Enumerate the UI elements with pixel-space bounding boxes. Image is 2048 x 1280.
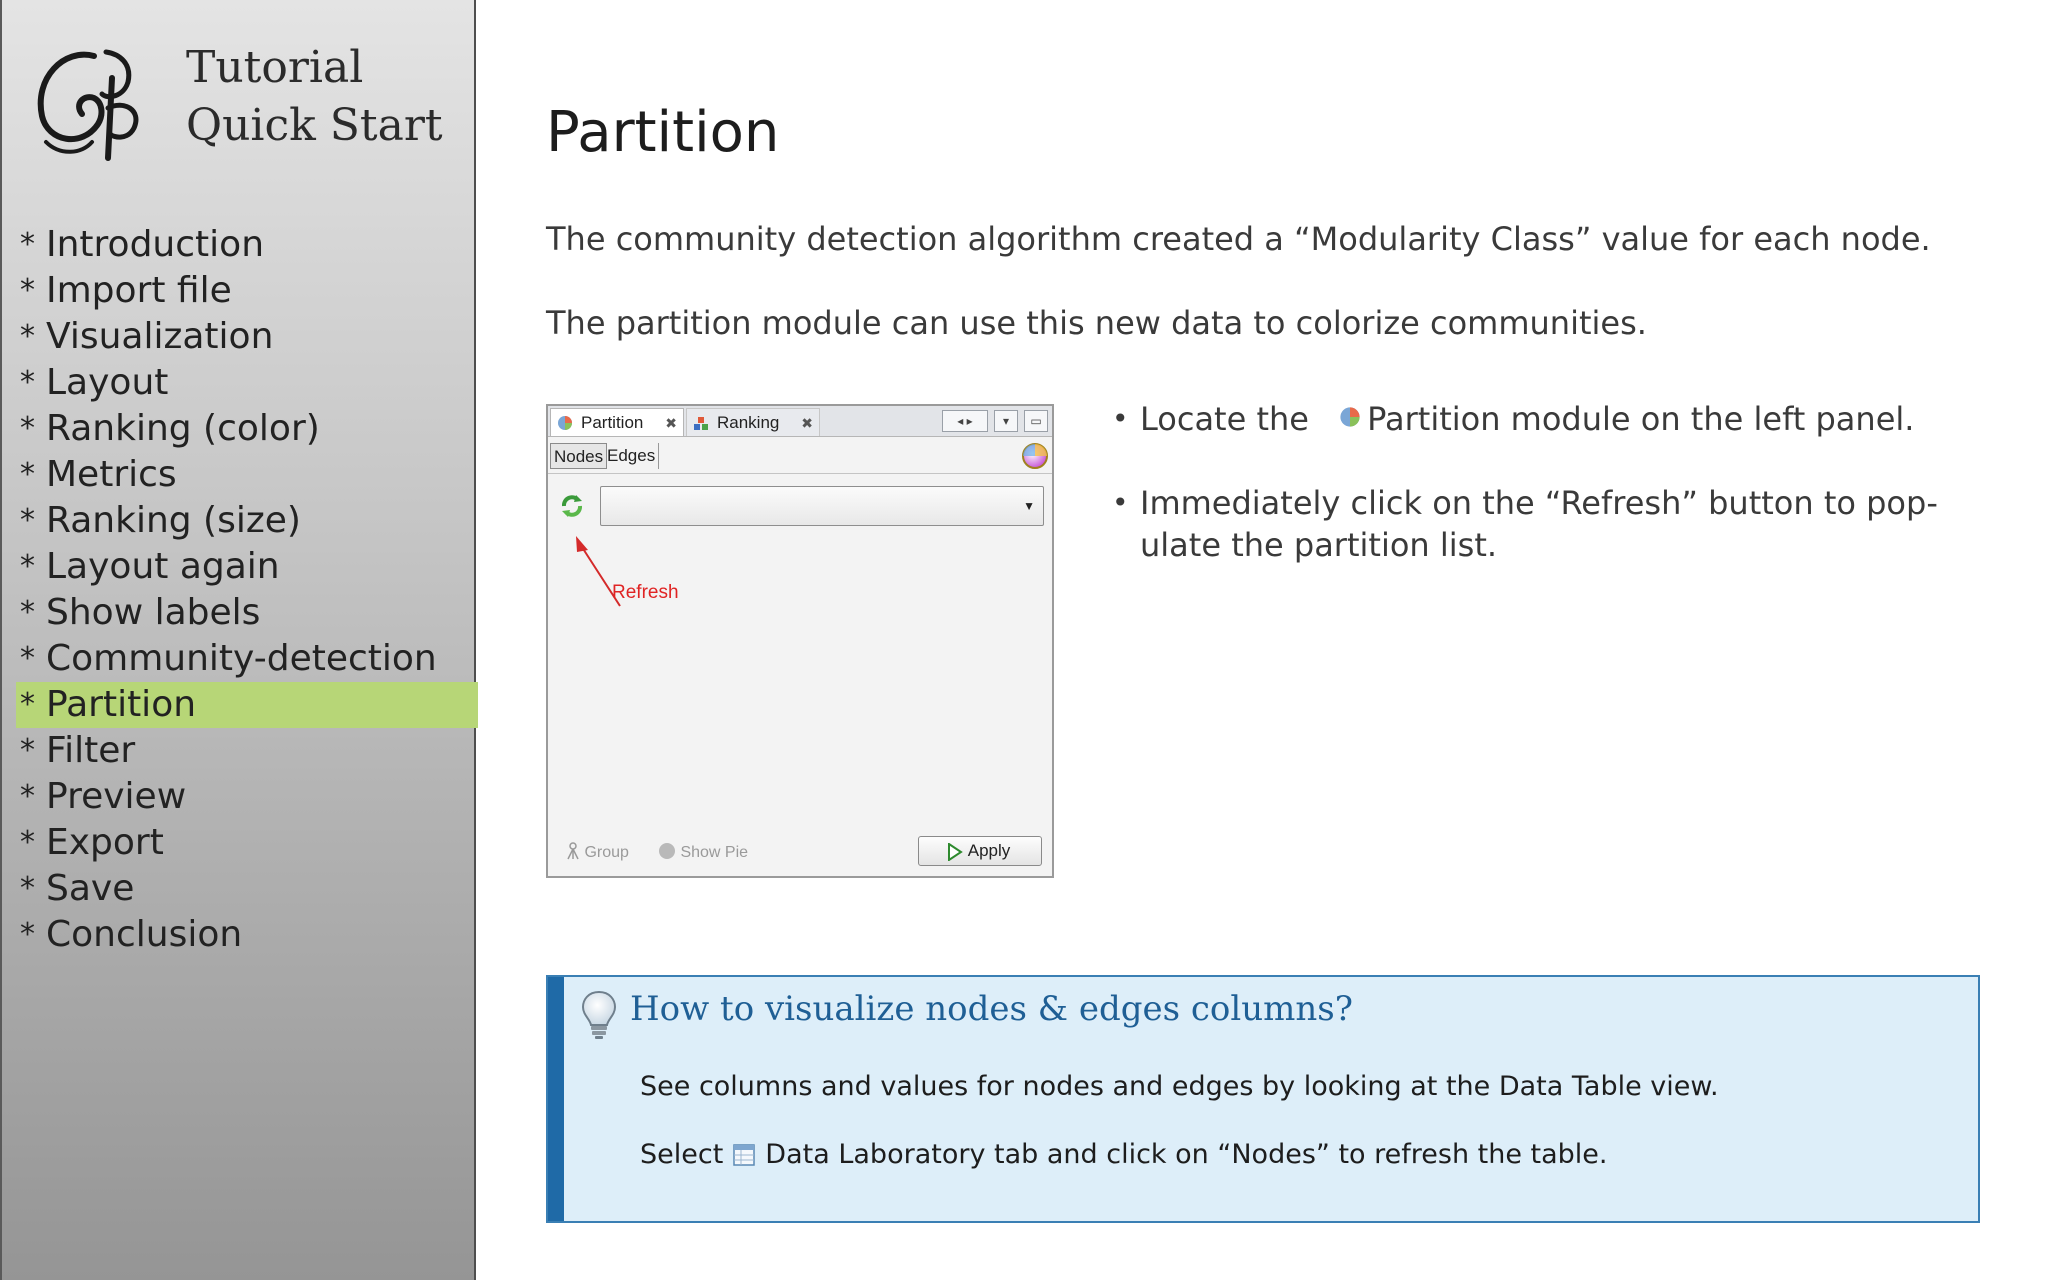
tab-ranking[interactable]: Ranking ✖ xyxy=(686,408,820,436)
nav-item-visualization[interactable]: * Visualization xyxy=(20,316,274,357)
partition-paragraph: The partition module can use this new data to colorize communities. xyxy=(546,304,1647,342)
nav-item-show-labels[interactable]: * Show labels xyxy=(20,592,261,633)
gephi-logo xyxy=(24,38,152,166)
bullet-dot: • xyxy=(1112,486,1129,519)
partition-icon xyxy=(557,415,573,431)
nav-item-introduction[interactable]: * Introduction xyxy=(20,224,265,265)
nav-item-ranking-size[interactable]: * Ranking (size) xyxy=(20,500,301,541)
nav-item-layout[interactable]: * Layout xyxy=(20,362,169,403)
panel-tab-bar xyxy=(548,406,1052,437)
data-laboratory-icon xyxy=(733,1144,755,1166)
group-option[interactable]: Group xyxy=(566,842,629,862)
tip-title: How to visualize nodes & edges columns? xyxy=(630,989,1353,1029)
tab-partition[interactable]: Partition ✖ xyxy=(550,408,684,436)
group-icon xyxy=(566,842,580,860)
color-palette-icon[interactable] xyxy=(1022,443,1048,469)
tutorial-nav xyxy=(16,222,478,958)
play-icon xyxy=(947,843,963,861)
nav-item-conclusion[interactable]: * Conclusion xyxy=(20,914,243,955)
nav-item-community-detection[interactable]: * Community-detection xyxy=(20,638,437,679)
partition-icon xyxy=(1339,406,1361,428)
page-title: Partition xyxy=(546,100,780,165)
nav-item-preview[interactable]: * Preview xyxy=(20,776,187,817)
nav-item-ranking-color[interactable]: * Ranking (color) xyxy=(20,408,320,449)
nav-item-layout-again[interactable]: * Layout again xyxy=(20,546,280,587)
subtab-nodes[interactable]: Nodes xyxy=(550,443,607,469)
bullet-dot: • xyxy=(1112,402,1129,435)
brand-tutorial: Tutorial xyxy=(186,42,364,93)
close-tab-icon[interactable]: ✖ xyxy=(665,415,677,431)
tip-line-data-laboratory: Select Data Laboratory tab and click on “Nodes” to refresh the table. xyxy=(640,1139,1608,1170)
tip-line-data-table: See columns and values for nodes and edges by looking at the Data Table view. xyxy=(640,1071,1719,1102)
show-pie-option[interactable]: Show Pie xyxy=(658,842,748,862)
maximize-icon[interactable]: ▭ xyxy=(1024,410,1048,432)
nav-item-filter[interactable]: * Filter xyxy=(20,730,136,771)
tip-box xyxy=(546,975,1980,1223)
intro-paragraph: The community detection algorithm created a “Modularity Class” value for each node. xyxy=(546,220,1931,258)
ranking-icon xyxy=(693,415,709,431)
partition-attribute-select[interactable] xyxy=(600,486,1044,526)
scroll-tabs-icon[interactable]: ◂ ▸ xyxy=(942,410,988,432)
panel-bottom-bar xyxy=(548,830,1052,876)
nav-item-partition[interactable]: * Partition xyxy=(16,682,478,728)
nav-item-save[interactable]: * Save xyxy=(20,868,135,909)
sidebar xyxy=(0,0,476,1280)
dropdown-tabs-icon[interactable]: ▾ xyxy=(994,410,1018,432)
refresh-icon[interactable] xyxy=(558,492,586,520)
partition-panel-screenshot xyxy=(546,404,1054,878)
lightbulb-icon xyxy=(580,989,618,1041)
refresh-annotation-label: Refresh xyxy=(612,582,679,603)
nav-item-export[interactable]: * Export xyxy=(20,822,164,863)
apply-button[interactable]: Apply xyxy=(918,836,1042,866)
node-edge-switch xyxy=(548,437,1052,474)
close-tab-icon[interactable]: ✖ xyxy=(801,415,813,431)
brand-quick-start: Quick Start xyxy=(186,100,443,151)
tip-accent-bar xyxy=(548,977,564,1221)
pie-icon xyxy=(658,842,676,860)
chevron-down-icon: ▼ xyxy=(1023,499,1035,513)
nav-item-metrics[interactable]: * Metrics xyxy=(20,454,177,495)
subtab-edges[interactable]: Edges xyxy=(604,443,659,469)
nav-item-import-file[interactable]: * Import file xyxy=(20,270,232,311)
